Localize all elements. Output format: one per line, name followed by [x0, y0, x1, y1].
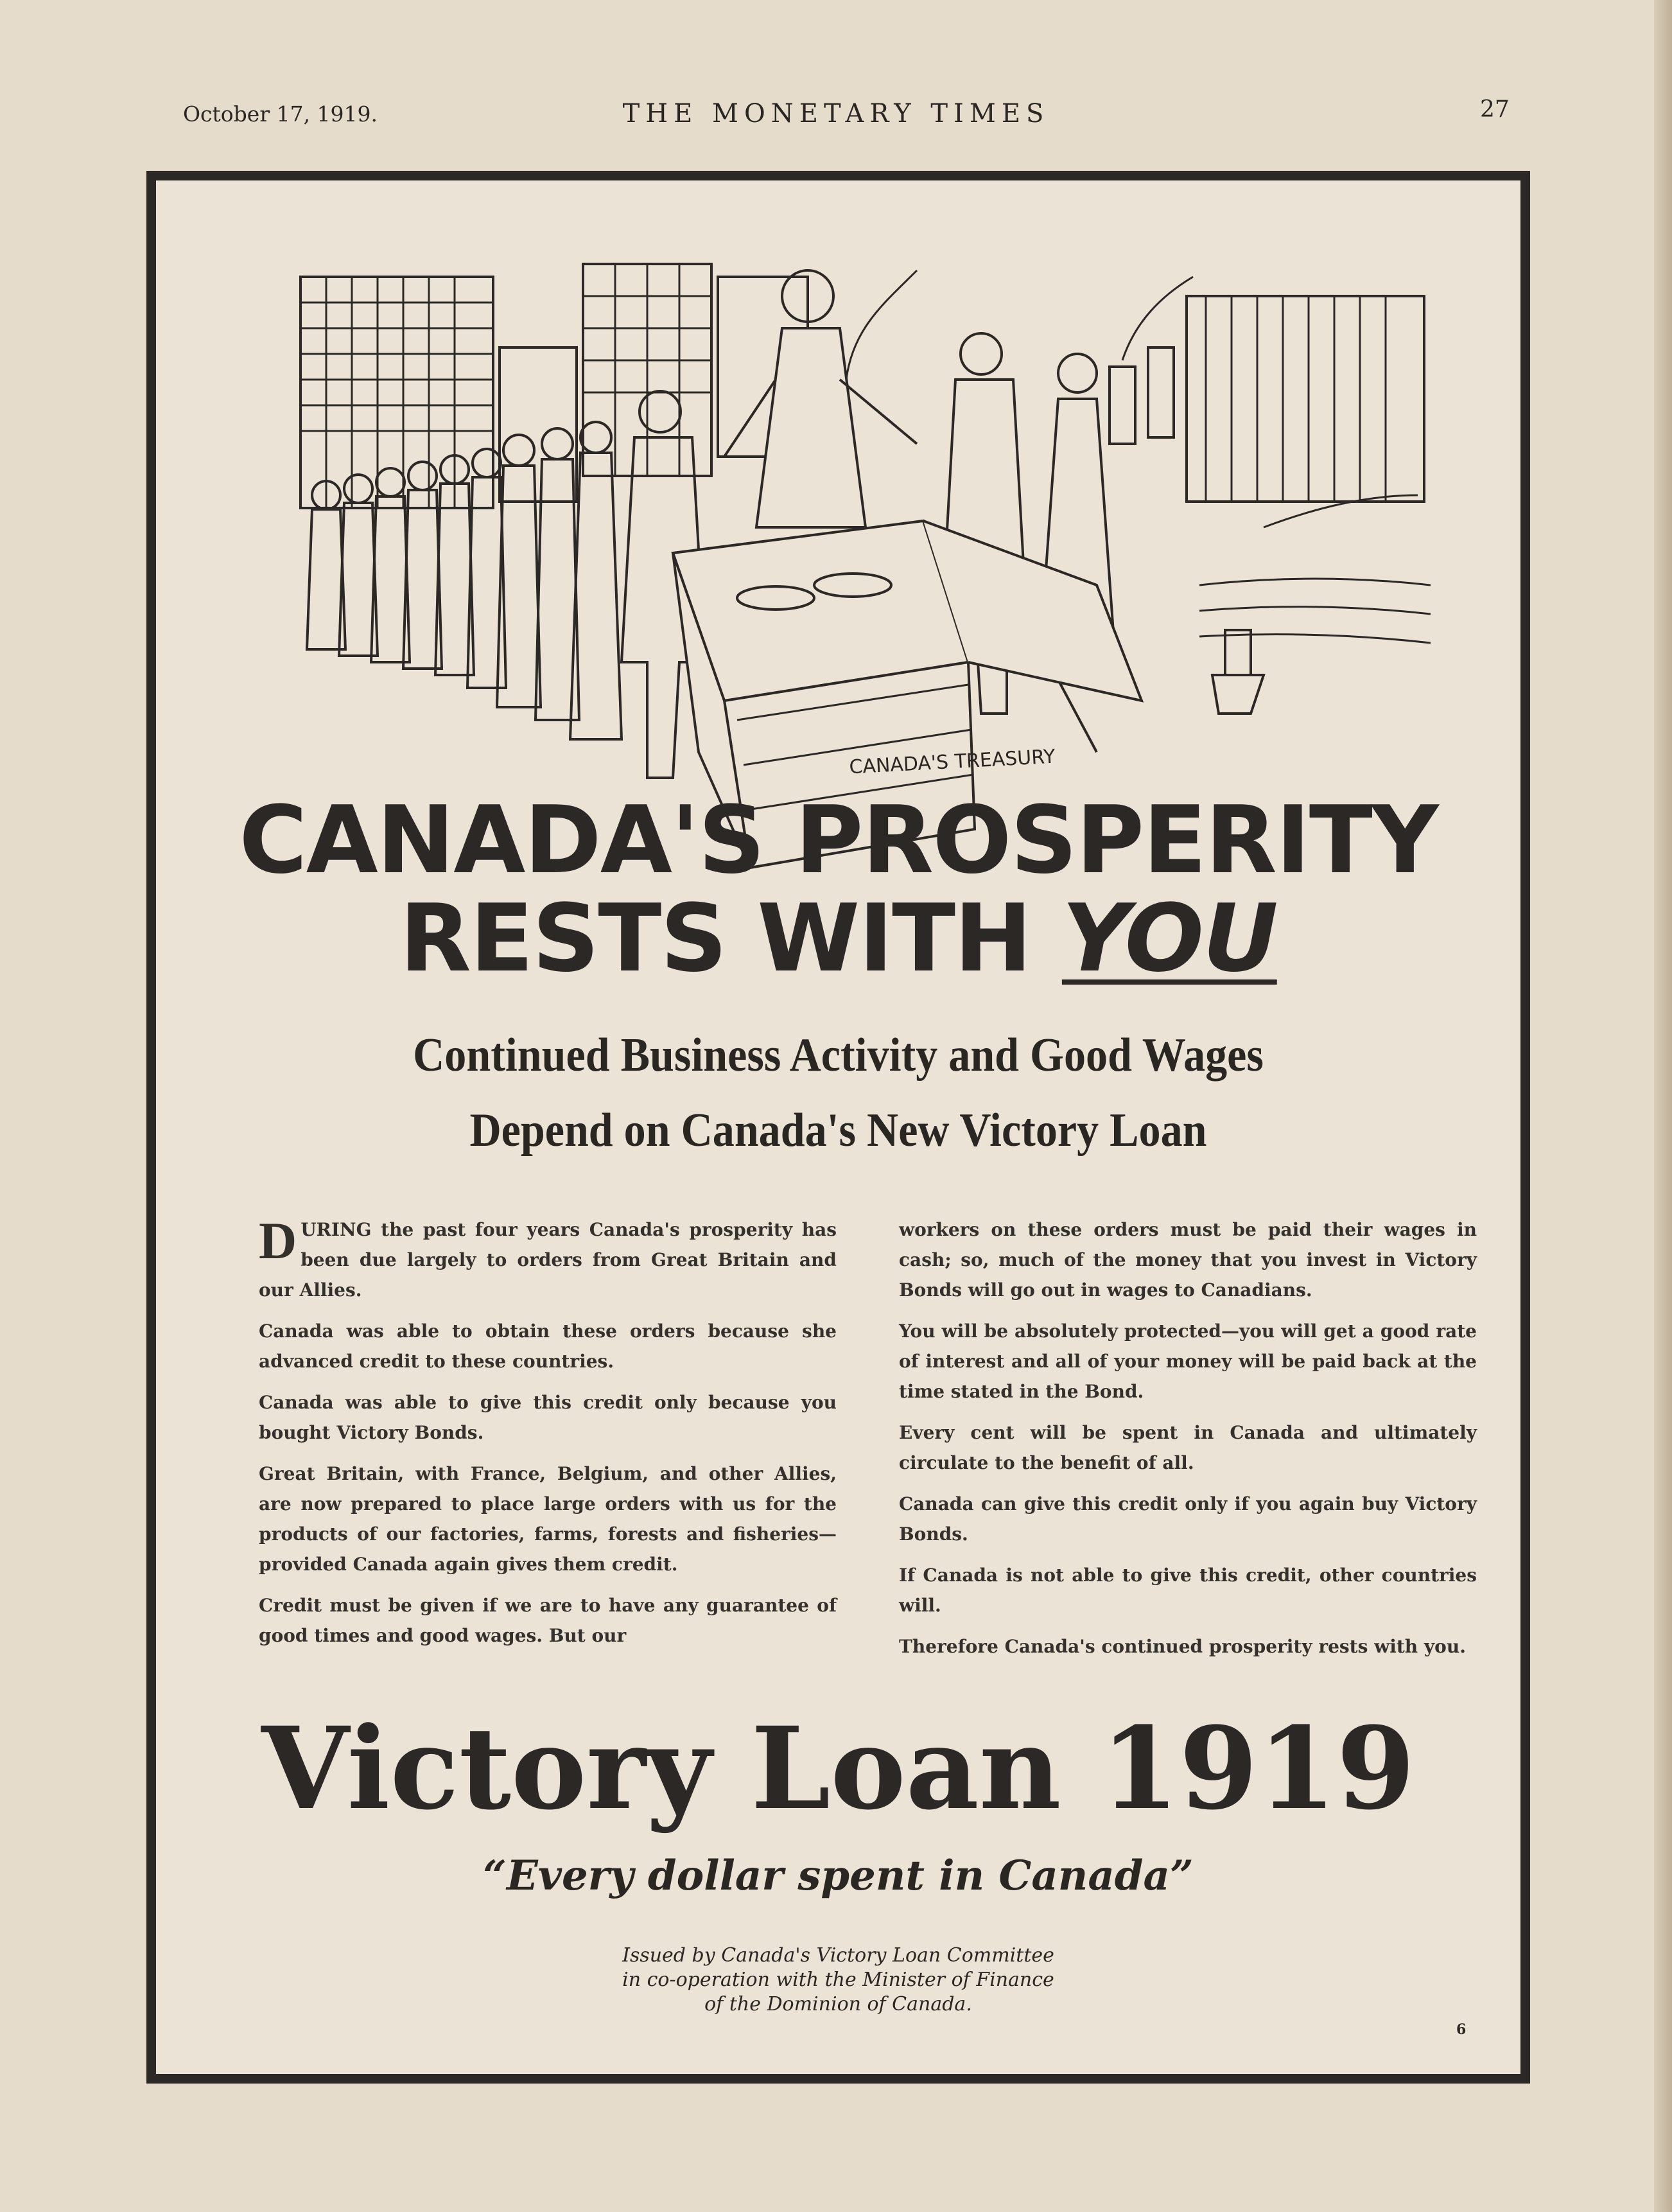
body-column-left — [259, 1211, 837, 1662]
body-paragraph — [259, 1211, 837, 1305]
body-paragraph-text: URING the past four years Canada's prosperity has been due largely to orders from Great Britain and our Allies. — [259, 1219, 837, 1301]
body-paragraph: Canada can give this credit only if you again buy Victory Bonds. — [899, 1493, 1477, 1545]
brand-title: Victory Loan 1919 — [261, 1702, 1415, 1835]
issued-by-line: in co-operation with the Minister of Finance — [622, 1969, 1054, 1991]
issued-by-line: Issued by Canada's Victory Loan Committee — [622, 1944, 1054, 1967]
body-paragraph: Canada was able to obtain these orders because she advanced credit to these countries. — [259, 1321, 837, 1372]
page-edge — [1654, 0, 1672, 2212]
body-paragraph: Canada was able to give this credit only because you bought Victory Bonds. — [259, 1392, 837, 1443]
running-header — [0, 96, 1672, 135]
subheadline-line1: Continued Business Activity and Good Wages — [413, 1029, 1264, 1082]
issued-by — [156, 1944, 1520, 2017]
body-paragraph: Therefore Canada's continued prosperity rests with you. — [899, 1636, 1466, 1657]
headline-line2-prefix: RESTS WITH — [399, 884, 1062, 993]
drop-cap: D — [259, 1211, 297, 1270]
treasury-label: CANADA'S TREASURY — [848, 745, 1056, 779]
slogan: “Every dollar spent in Canada” — [483, 1852, 1194, 1900]
ad-number: 6 — [1456, 2021, 1467, 2038]
headline-line1: CANADA'S PROSPERITY — [239, 786, 1438, 895]
subheadline-line2: Depend on Canada's New Victory Loan — [469, 1104, 1207, 1157]
body-paragraph: You will be absolutely protected—you will get a good rate of interest and all of your money will be paid back at the time stated in the Bond. — [899, 1321, 1477, 1402]
body-paragraph: workers on these orders must be paid their wages in cash; so, much of the money that you invest in Victory Bonds will go out in wages to Canadians. — [899, 1219, 1477, 1301]
body-column-right — [899, 1215, 1477, 1672]
headline-line2 — [156, 884, 1520, 993]
issued-by-line: of the Dominion of Canada. — [704, 1993, 972, 2015]
body-paragraph: Great Britain, with France, Belgium, and other Allies, are now prepared to place large orders with us for the products of our factories, farms, forests and fisheries—provided Canada again gives them credit. — [259, 1463, 837, 1575]
advertisement-frame — [146, 171, 1530, 2084]
headline-emphasis: YOU — [1061, 884, 1277, 993]
body-paragraph: If Canada is not able to give this credit, other countries will. — [899, 1565, 1477, 1616]
header-date: October 17, 1919. — [183, 101, 378, 127]
header-page-number: 27 — [1480, 96, 1510, 123]
body-paragraph: Every cent will be spent in Canada and ultimately circulate to the benefit of all. — [899, 1422, 1477, 1473]
body-paragraph: Credit must be given if we are to have any guarantee of good times and good wages. But our — [259, 1595, 837, 1646]
header-publication: THE MONETARY TIMES — [622, 99, 1050, 128]
